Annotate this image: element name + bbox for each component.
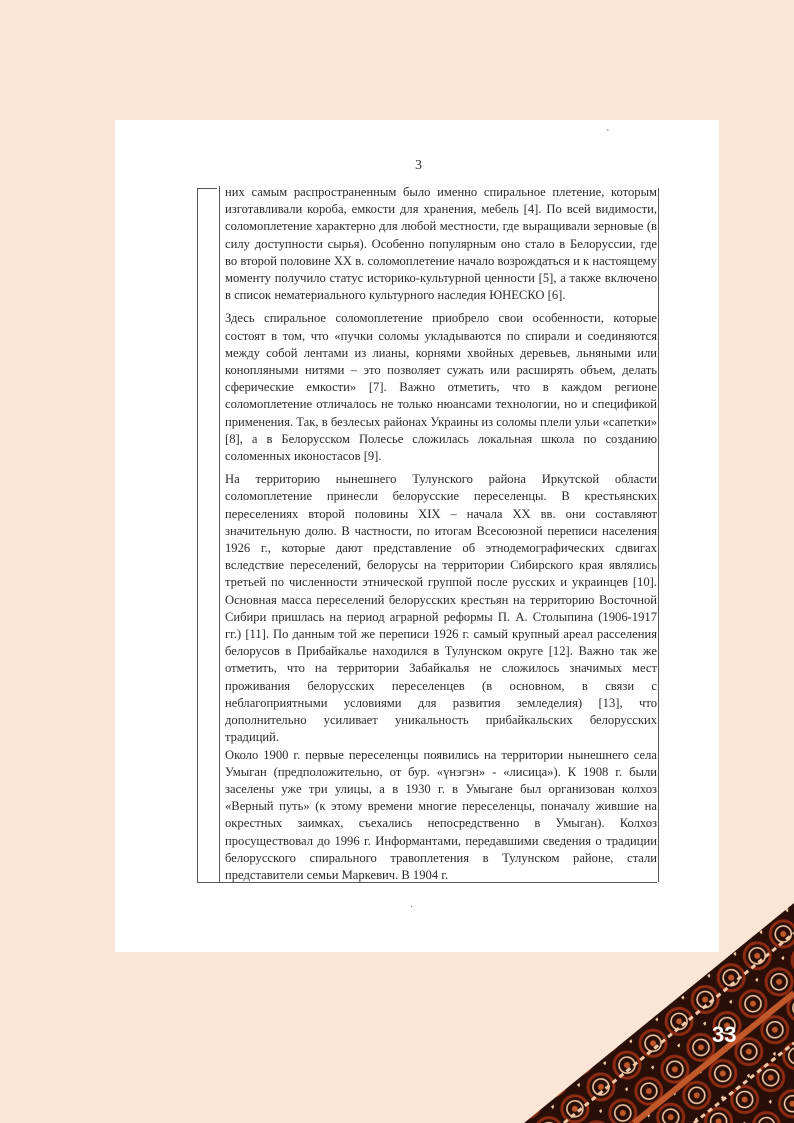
frame-inner-rule: [219, 186, 220, 882]
paragraph-1: них самым распространенным было именно спиральное плетение, которым изготавливали короба, емкости для хранения, мебель [4]. По всей видимости, соломоплетение характерно для любой местности, где выращивали зерновые (в силу доступности сырья). Особенно популярным оно стало в Белоруссии, где во второй половине XX в. соломоплетение начало возрождаться и к настоящему моменту получило статус историко-культурной ценности [5], а также включено в список нематериального культурного наследия ЮНЕСКО [6].: [225, 185, 657, 303]
frame-top-rule: [197, 188, 217, 189]
scan-page-number: 3: [415, 158, 422, 173]
scan-speck: ': [607, 128, 609, 139]
ornament-corner: [524, 863, 794, 1123]
paragraph-2: Здесь спиральное соломоплетение приобрело свои особенности, которые состоят в том, что «пучки соломы укладываются по спирали и соединяются между собой лентами из лианы, корнями хвойных деревьев, льняными или конопляными нитями – это позволяет сужать или расширять объем, делать сферические емкости» [7]. Важно отметить, что в каждом регионе соломоплетение отличалось не только нюансами технологии, но и спецификой применения. Так, в безлесых районах Украины из соломы плели ульи «сапетки» [8], а в Белорусском Полесье сложилась локальная школа по созданию соломенных иконостасов [9].: [225, 311, 657, 464]
page-number: 33: [712, 1022, 737, 1047]
scanned-page: [115, 120, 719, 952]
scan-speck: ·: [410, 902, 414, 913]
paragraph-4: Около 1900 г. первые переселенцы появились на территории нынешнего села Умыган (предположительно, от бур. «үнэгэн» - «лисица»). К 1908 г. были заселены уже три улицы, а в 1930 г. в Умыгане был организован колхоз «Верный путь» (к этому времени многие переселенцы, поначалу жившие на окрестных заимках, съехались непосредственно в Умыган). Колхоз просуществовал до 1996 г. Информантами, передавшими сведения о традиции белорусского спирального травоплетения в Тулунском районе, стали представители семьи Маркевич. В 1904 г.: [225, 747, 657, 882]
paragraph-3: На территорию нынешнего Тулунского района Иркутской области соломоплетение принесли белорусские переселенцы. В крестьянских переселениях второй половины XIX – начала XX вв. они составляют значительную долю. В частности, по итогам Всесоюзной переписи населения 1926 г., которые дают представление об этнодемографических сдвигах вследствие переселений, белорусы на территории Сибирского края являлись третьей по численности этнической группой после русских и украинцев [10]. Основная масса переселений белорусских крестьян на территорию Восточной Сибири пришлась на период аграрной реформы П. А. Столыпина (1906-1917 гг.) [11]. По данным той же переписи 1926 г. самый крупный ареал расселения белорусов в Прибайкалье находился в Тулунском округе [12]. Важно так же отметить, что на территории Забайкалья не сложилось значимых мест проживания белорусских переселенцев (в основном, в связи с неблагоприятными условиями для развития земледелия) [13], что дополнительно усиливает уникальность прибайкальских белорусских традиций.: [225, 472, 657, 745]
body-text: [225, 184, 657, 884]
